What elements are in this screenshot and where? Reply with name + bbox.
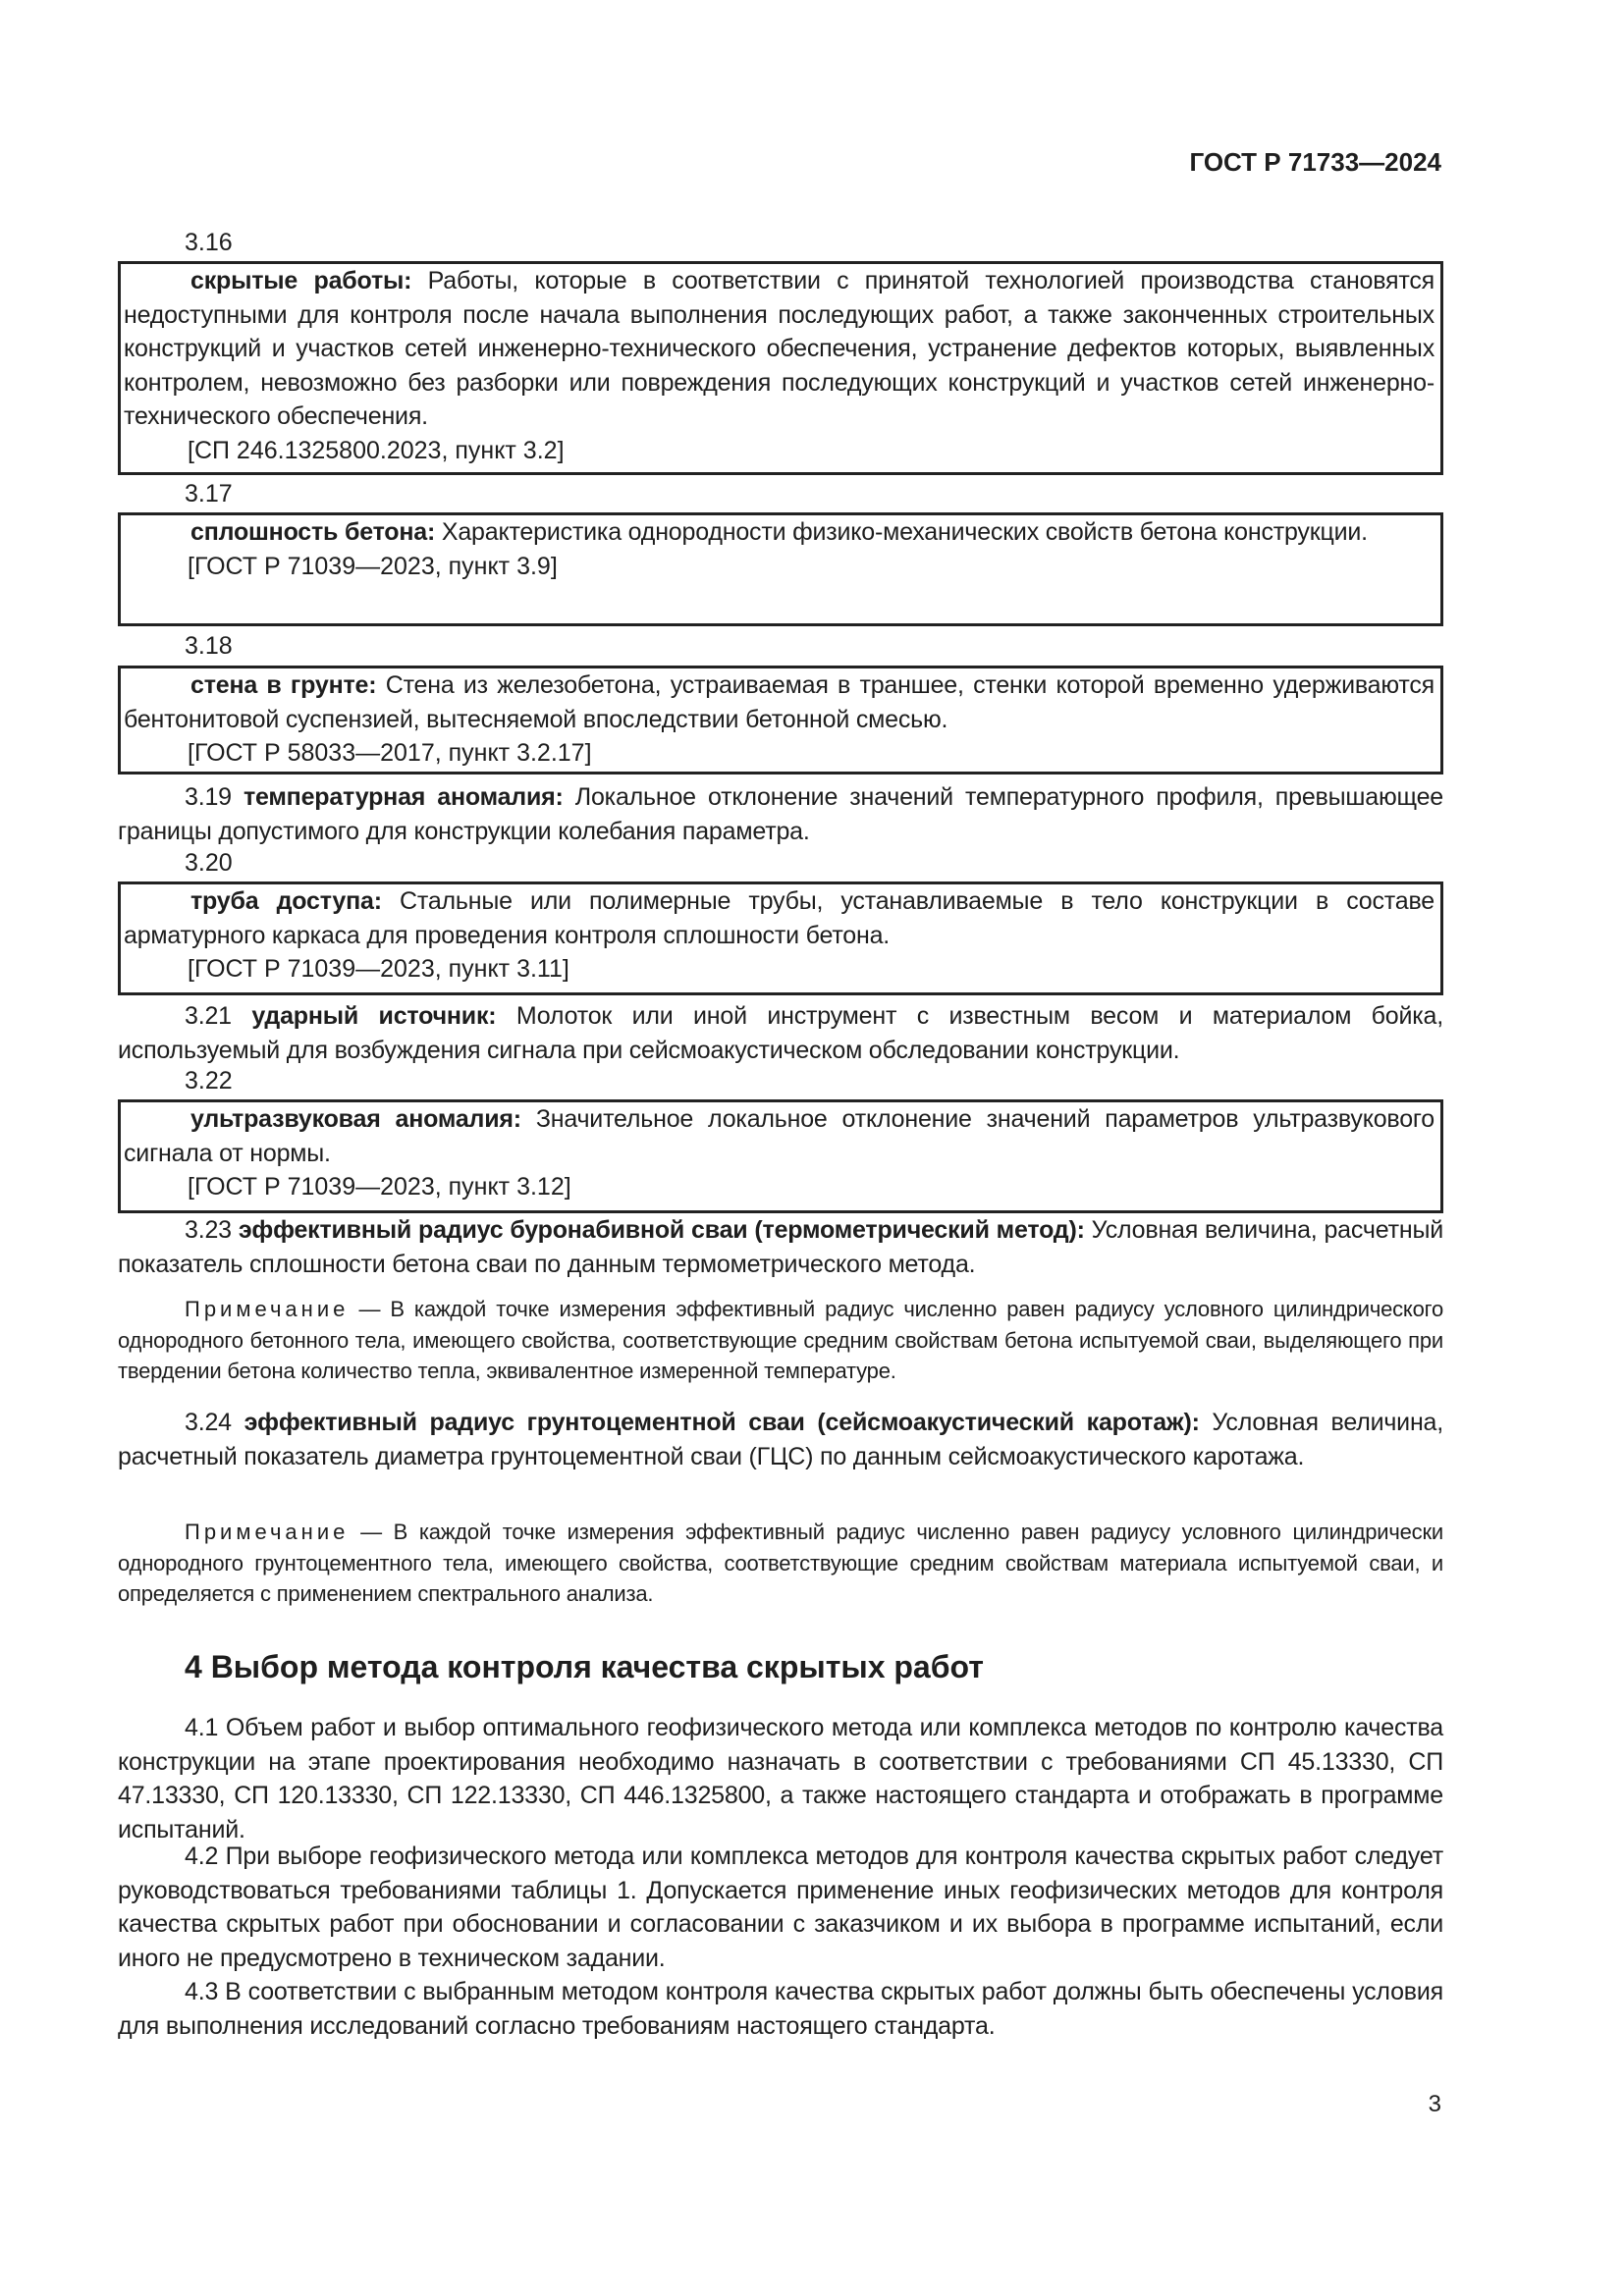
term-definition: [121, 515, 1440, 550]
term-text: Молоток или иной инструмент с известным весом и материалом бойка, используемый для возбуждения сигнала при сейсмоакустическом обследовании конструкции.: [118, 1002, 1443, 1064]
term-number: 3.23: [185, 1216, 232, 1244]
page-number: 3: [1428, 2091, 1441, 2117]
paragraph-4-2: 4.2 При выборе геофизического метода или комплекса методов для контроля качества скрытых работ следует руководствоваться требованиями таблицы 1. Допускается применение иных геофизических методов для контроля качества скрытых работ при обосновании и согласовании с заказчиком и их выбора в программе испытаний, если иного не предусмотрено в техническом задании.: [118, 1842, 1443, 1972]
term-name: труба доступа:: [190, 887, 382, 915]
term-name: эффективный радиус грунтоцементной сваи (сейсмоакустический каротаж):: [244, 1409, 1200, 1436]
note-text: — В каждой точке измерения эффективный радиус численно равен радиусу условного цилиндрически однородного грунтоцементного тела, имеющего свойства, соответствующие средним свойствам материала испытуемой сваи, и определяется с применением спектрального анализа.: [118, 1520, 1443, 1606]
term-text: Стальные или полимерные трубы, устанавливаемые в тело конструкции в составе арматурного каркаса для проведения контроля сплошности бетона.: [124, 887, 1435, 949]
term-box-3-18: [118, 666, 1443, 774]
note: [118, 1517, 1443, 1610]
term-reference: [ГОСТ Р 71039—2023, пункт 3.11]: [188, 955, 569, 984]
term-3-24: [118, 1406, 1443, 1473]
note: [118, 1294, 1443, 1387]
term-text: Локальное отклонение значений температурного профиля, превышающее границы допустимого для конструкции колебания параметра.: [118, 783, 1443, 845]
term-reference: [ГОСТ Р 58033—2017, пункт 3.2.17]: [188, 739, 592, 768]
term-box-3-16: [118, 261, 1443, 475]
term-number: 3.24: [185, 1409, 232, 1436]
term-name: эффективный радиус буронабивной сваи (термометрический метод):: [238, 1216, 1085, 1244]
term-box-3-20: [118, 881, 1443, 995]
paragraph-4-1: 4.1 Объем работ и выбор оптимального геофизического метода или комплекса методов по контролю качества конструкции на этапе проектирования необходимо назначать в соответствии с требованиями СП 45.13330, СП 47.13330, СП 120.13330, СП 122.13330, СП 446.1325800, а также настоящего стандарта и отображать в программе испытаний.: [118, 1714, 1443, 1843]
term-number: 3.21: [185, 1002, 232, 1030]
term-definition: [121, 668, 1440, 736]
term-number: 3.17: [185, 480, 233, 507]
term-number: 3.16: [185, 229, 233, 256]
paragraph-4-3: 4.3 В соответствии с выбранным методом контроля качества скрытых работ должны быть обеспечены условия для выполнения исследований согласно требованиям настоящего стандарта.: [118, 1978, 1443, 2040]
document-header: ГОСТ Р 71733—2024: [1189, 147, 1441, 177]
term-text: Работы, которые в соответствии с принятой технологией производства становятся недоступными для контроля после начала выполнения последующих работ, а также законченных строительных конструкций и участков сетей инженерно-технического обеспечения, устранение дефектов которых, выявленных контролем, невозможно без разборки или повреждения последующих конструкций и участков сетей инженерно-технического обеспечения.: [124, 267, 1435, 431]
term-name: сплошность бетона:: [190, 518, 436, 546]
term-number: 3.20: [185, 849, 233, 877]
term-name: ударный источник:: [251, 1002, 497, 1030]
term-definition: [121, 1102, 1440, 1170]
term-3-23: [118, 1213, 1443, 1281]
term-number: 3.18: [185, 632, 233, 660]
note-text: — В каждой точке измерения эффективный радиус численно равен радиусу условного цилиндрического однородного бетонного тела, имеющего свойства, соответствующие средним свойствам бетона испытуемой сваи, выделяющего при твердении бетона количество тепла, эквивалентное измеренной температуре.: [118, 1297, 1443, 1383]
term-name: ультразвуковая аномалия:: [190, 1105, 521, 1133]
term-definition: [121, 264, 1440, 434]
term-text: Условная величина, расчетный показатель диаметра грунтоцементной сваи (ГЦС) по данным сейсмоакустического каротажа.: [118, 1409, 1444, 1470]
note-label: Примечание: [185, 1520, 350, 1544]
term-reference: [ГОСТ Р 71039—2023, пункт 3.12]: [188, 1173, 571, 1201]
term-3-21: [118, 999, 1443, 1067]
term-reference: [СП 246.1325800.2023, пункт 3.2]: [188, 436, 565, 464]
term-text: Характеристика однородности физико-механических свойств бетона конструкции.: [435, 518, 1368, 546]
term-text: Значительное локальное отклонение значений параметров ультразвукового сигнала от нормы.: [124, 1105, 1435, 1167]
term-box-3-22: [118, 1099, 1443, 1213]
term-3-19: [118, 780, 1443, 848]
term-text: Стена из железобетона, устраиваемая в траншее, стенки которой временно удерживаются бентонитовой суспензией, вытесняемой впоследствии бетонной смесью.: [124, 671, 1435, 733]
term-name: температурная аномалия:: [243, 783, 564, 811]
term-text: Условная величина, расчетный показатель сплошности бетона сваи по данным термометрического метода.: [118, 1216, 1443, 1278]
term-reference: [ГОСТ Р 71039—2023, пункт 3.9]: [188, 552, 558, 580]
term-number: 3.19: [185, 783, 232, 811]
term-name: скрытые работы:: [190, 267, 412, 294]
term-box-3-17: [118, 512, 1443, 626]
term-definition: [121, 884, 1440, 952]
note-label: Примечание: [185, 1297, 350, 1321]
term-number: 3.22: [185, 1067, 233, 1095]
section-heading: 4 Выбор метода контроля качества скрытых работ: [185, 1649, 984, 1684]
term-name: стена в грунте:: [190, 671, 377, 699]
